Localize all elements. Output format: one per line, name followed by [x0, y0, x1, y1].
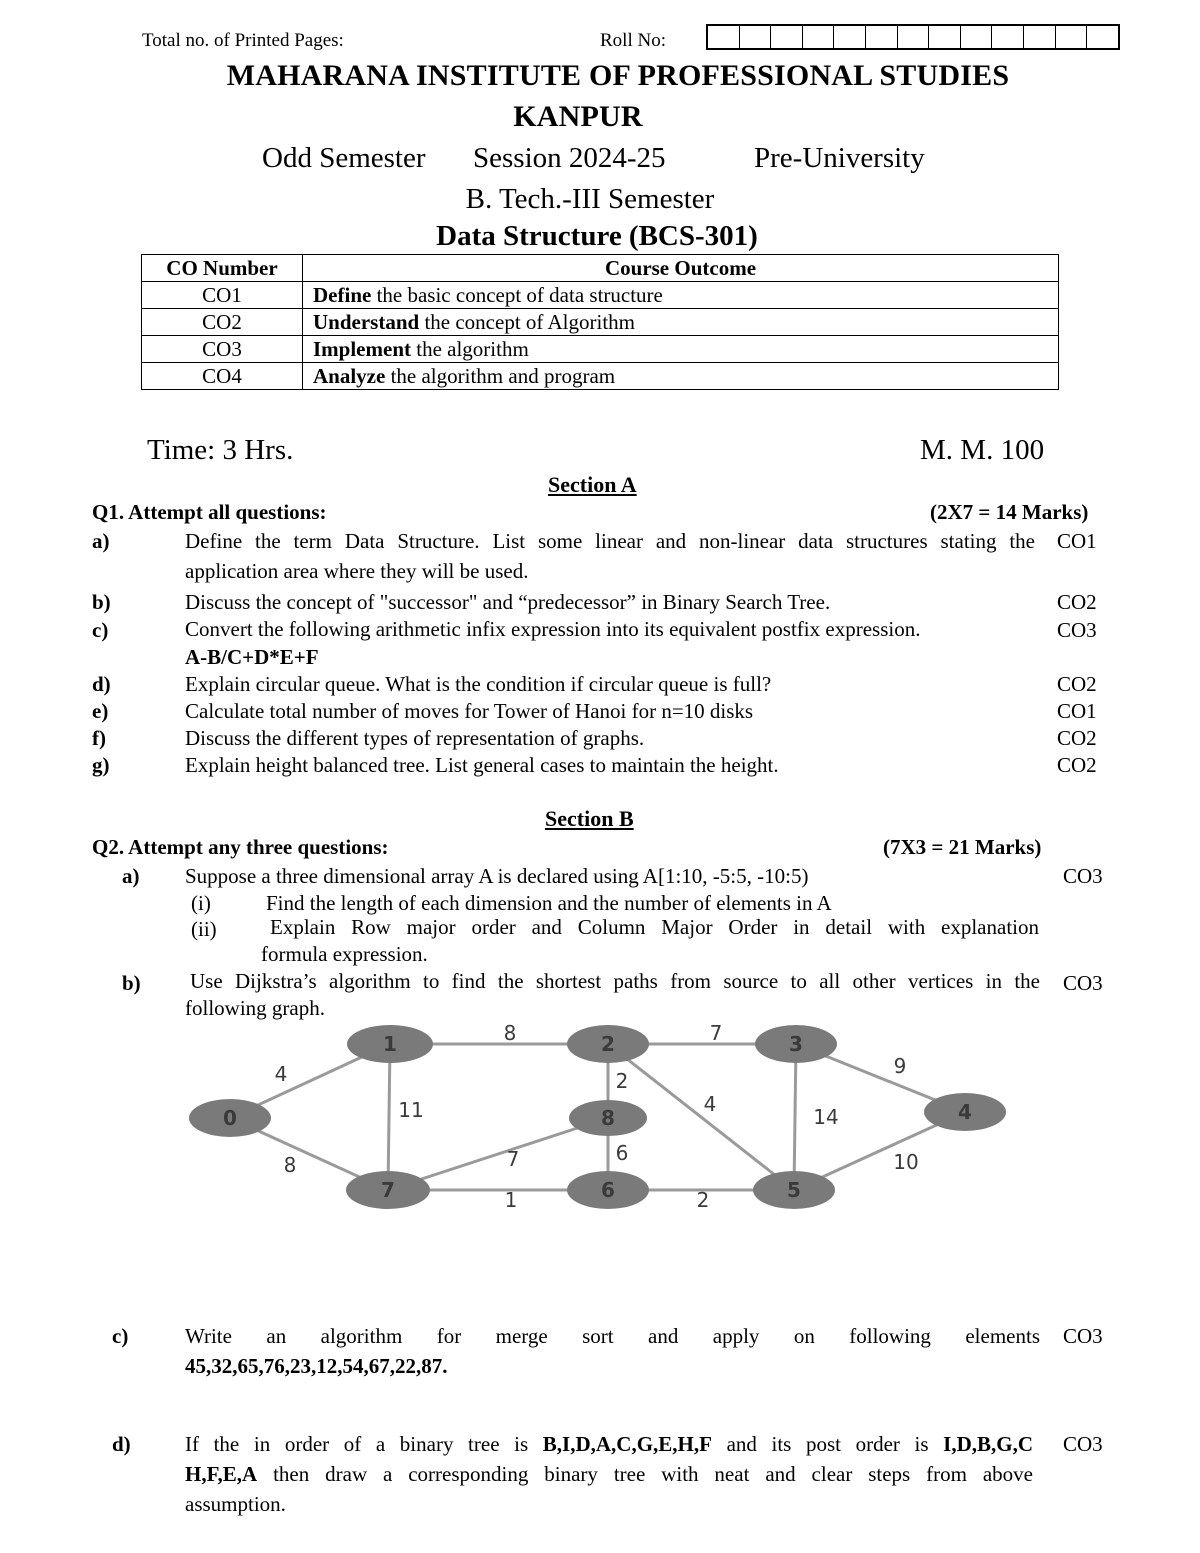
co-number: CO2 — [142, 309, 303, 336]
co-tag: CO2 — [1057, 672, 1097, 696]
node-label: 7 — [381, 1178, 395, 1202]
co-tag: CO3 — [1057, 618, 1097, 642]
co-number: CO3 — [142, 336, 303, 363]
exam-type: Pre-University — [754, 142, 925, 174]
sub-question-text: Find the length of each dimension and the number of elements in A — [266, 891, 832, 915]
node-label: 2 — [601, 1032, 615, 1056]
question-line: Convert the following arithmetic infix expression into its equivalent postfix expression. — [185, 617, 921, 641]
question-label: d) — [92, 672, 111, 696]
question-fragment: and its post order is — [711, 1432, 944, 1456]
co-tag: CO1 — [1057, 699, 1097, 723]
question-label: b) — [92, 590, 111, 614]
question-line — [185, 1459, 1033, 1489]
section-b-title: Section B — [545, 806, 634, 831]
co-tag: CO3 — [1063, 864, 1103, 888]
co-tag: CO2 — [1057, 590, 1097, 614]
edge-weight: 2 — [696, 1188, 710, 1212]
question-line: formula expression. — [261, 942, 428, 966]
question-label: g) — [92, 753, 110, 777]
institute-name: MAHARANA INSTITUTE OF PROFESSIONAL STUDIES — [226, 59, 1010, 92]
co-number: CO1 — [142, 282, 303, 309]
question-line: Explain Row major order and Column Major Order in detail with explanation — [270, 915, 1039, 939]
max-marks: M. M. 100 — [920, 434, 1045, 466]
q2-heading: Q2. Attempt any three questions: — [92, 835, 389, 859]
course: B. Tech.-III Semester — [465, 183, 715, 215]
sub-question-label: (ii) — [191, 917, 217, 941]
question-label: c) — [92, 618, 109, 642]
section-a-title: Section A — [548, 472, 637, 497]
question-line: Define the term Data Structure. List some linear and non-linear data structures stating the — [185, 529, 1035, 553]
edge-weight: 4 — [274, 1062, 288, 1086]
question-label: c) — [112, 1324, 129, 1348]
session: Session 2024-25 — [473, 142, 666, 174]
q1-heading: Q1. Attempt all questions: — [92, 500, 327, 524]
co-text: the algorithm — [411, 336, 529, 361]
node-label: 4 — [958, 1100, 972, 1124]
merge-sort-elements: 45,32,65,76,23,12,54,67,22,87. — [185, 1354, 448, 1378]
question-line: application area where they will be used. — [185, 559, 529, 583]
question-label: f) — [92, 726, 106, 750]
q2-marks: (7X3 = 21 Marks) — [883, 835, 1042, 859]
question-fragment: If the in order of a binary tree is — [185, 1432, 543, 1456]
question-line: Use Dijkstra’s algorithm to find the shortest paths from source to all other vertices in the — [190, 969, 1040, 993]
question-text: Suppose a three dimensional array A is declared using A[1:10, -5:5, -10:5) — [185, 864, 809, 888]
question-fragment: then draw a corresponding binary tree with neat and clear steps from above — [257, 1462, 1033, 1486]
edge-weight: 1 — [504, 1188, 518, 1212]
course-outcome-header: Course Outcome — [303, 255, 1059, 282]
co-verb: Implement — [313, 336, 411, 361]
edge-weight: 4 — [703, 1092, 717, 1116]
edge-weight: 11 — [398, 1098, 424, 1122]
edge-weight: 7 — [709, 1021, 723, 1045]
co-verb: Define — [313, 282, 372, 307]
inorder-sequence: B,I,D,A,C,G,E,H,F — [542, 1432, 712, 1456]
edge-weight: 8 — [283, 1153, 297, 1177]
co-tag: CO3 — [1063, 971, 1103, 995]
co-tag: CO3 — [1063, 1432, 1103, 1456]
institute-city: KANPUR — [513, 100, 643, 133]
roll-no-label: Roll No: — [600, 30, 666, 51]
node-label: 5 — [787, 1178, 801, 1202]
edge-weight: 2 — [615, 1069, 629, 1093]
question-label: e) — [92, 699, 109, 723]
question-line: following graph. — [185, 996, 325, 1020]
subject-title: Data Structure (BCS-301) — [436, 220, 758, 252]
co-verb: Analyze — [313, 363, 386, 388]
node-label: 0 — [223, 1106, 237, 1130]
question-text: Calculate total number of moves for Tower of Hanoi for n=10 disks — [185, 699, 754, 723]
edge-weight: 10 — [893, 1150, 919, 1174]
node-label: 1 — [383, 1032, 397, 1056]
question-line — [185, 1429, 1033, 1459]
edge-weight: 14 — [813, 1105, 839, 1129]
question-text: Discuss the different types of representation of graphs. — [185, 726, 645, 750]
co-number-header: CO Number — [142, 255, 303, 282]
question-text: Explain circular queue. What is the condition if circular queue is full? — [185, 672, 772, 696]
question-text: Explain height balanced tree. List general cases to maintain the height. — [185, 753, 779, 777]
question-label: b) — [122, 971, 141, 995]
edge-weight: 8 — [503, 1021, 517, 1045]
edge-weight: 7 — [506, 1147, 520, 1171]
sub-question-label: (i) — [191, 891, 211, 915]
question-label: d) — [112, 1432, 131, 1456]
postorder-sequence: H,F,E,A — [185, 1462, 258, 1486]
co-tag: CO2 — [1057, 753, 1097, 777]
co-verb: Understand — [313, 309, 420, 334]
edge-weight: 9 — [893, 1054, 907, 1078]
q1-marks: (2X7 = 14 Marks) — [930, 500, 1089, 524]
node-label: 8 — [601, 1106, 615, 1130]
question-label: a) — [122, 864, 140, 888]
co-text: the algorithm and program — [385, 363, 616, 388]
question-text — [185, 1321, 1040, 1381]
question-line: assumption. — [185, 1492, 286, 1516]
co-tag: CO2 — [1057, 726, 1097, 750]
printed-pages-label: Total no. of Printed Pages: — [142, 30, 344, 51]
co-text: the basic concept of data structure — [371, 282, 663, 307]
graph-edge — [388, 1044, 390, 1190]
question-line: Write an algorithm for merge sort and apply on following elements — [185, 1324, 1040, 1348]
question-text — [185, 1429, 1033, 1519]
co-tag: CO3 — [1063, 1324, 1103, 1348]
co-tag: CO1 — [1057, 529, 1097, 553]
postorder-sequence: I,D,B,G,C — [943, 1432, 1033, 1456]
graph-edge — [794, 1044, 796, 1190]
node-label: 6 — [601, 1178, 615, 1202]
co-number: CO4 — [142, 363, 303, 390]
node-label: 3 — [789, 1032, 803, 1056]
question-label: a) — [92, 529, 110, 553]
co-text: the concept of Algorithm — [419, 309, 635, 334]
exam-time: Time: 3 Hrs. — [147, 434, 294, 466]
edge-weight: 6 — [615, 1141, 629, 1165]
infix-expression: A-B/C+D*E+F — [185, 645, 319, 669]
semester: Odd Semester — [262, 142, 426, 174]
question-text: Discuss the concept of "successor" and “predecessor” in Binary Search Tree. — [185, 590, 831, 614]
